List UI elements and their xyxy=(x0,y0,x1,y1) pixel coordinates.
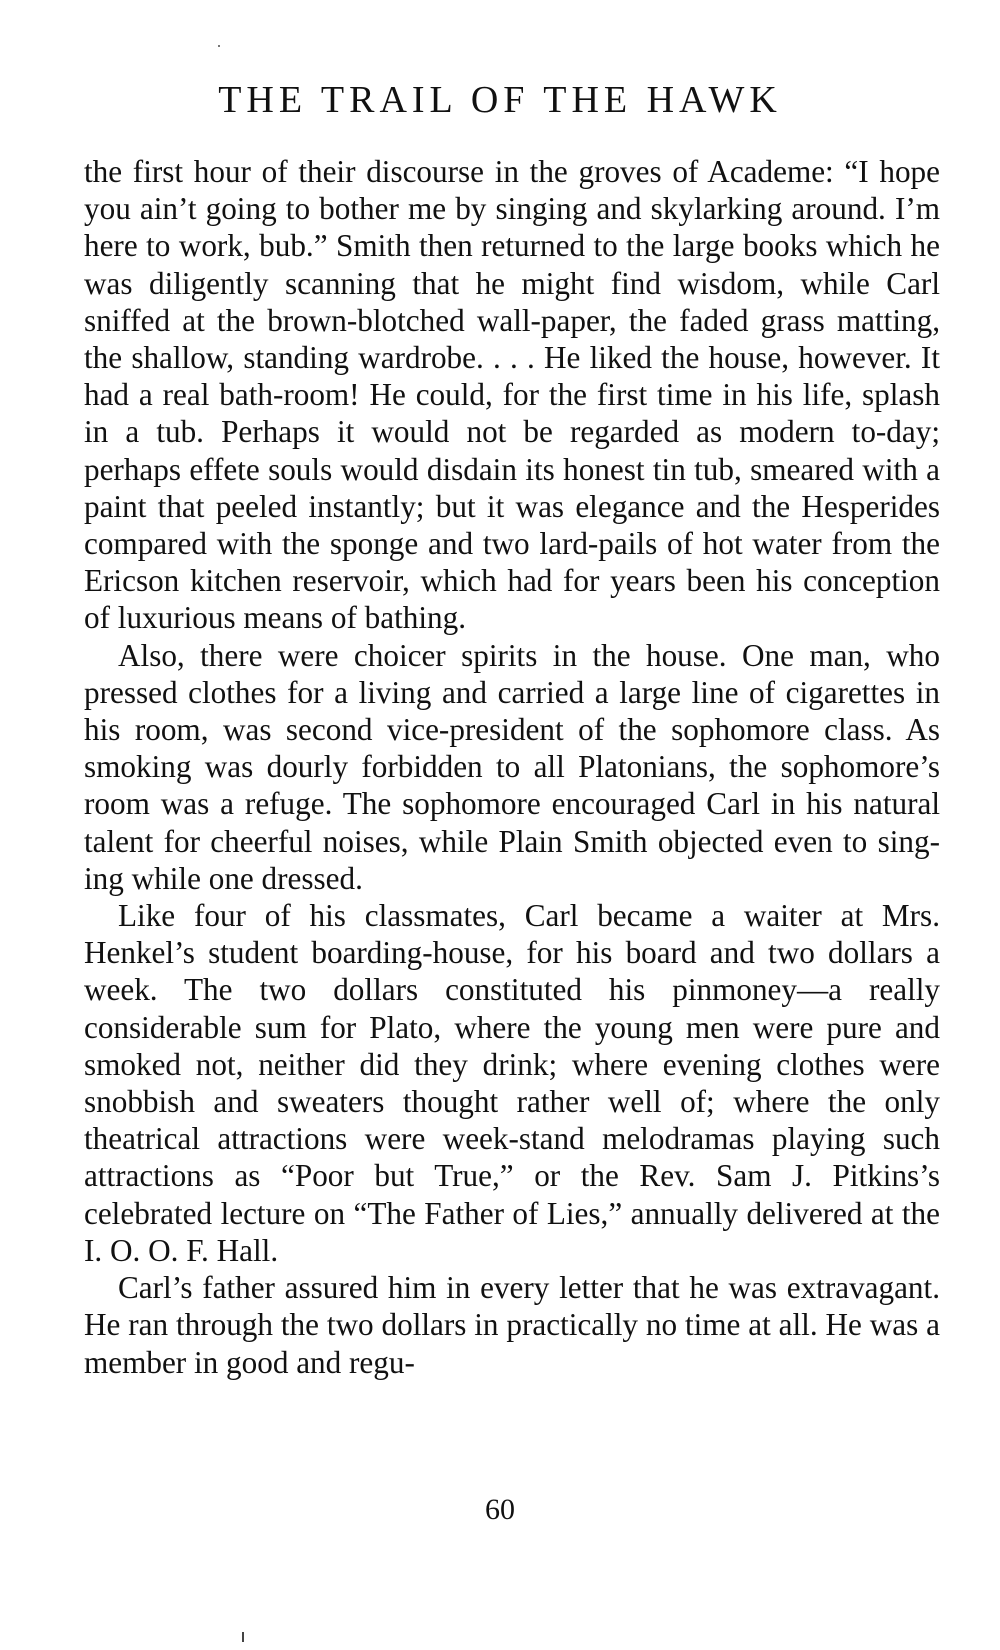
page-number: 60 xyxy=(485,1493,515,1526)
print-speck xyxy=(218,45,220,47)
print-speck xyxy=(242,1632,244,1642)
running-head: THE TRAIL OF THE HAWK xyxy=(218,79,782,121)
paragraph: Like four of his classmates, Carl became a waiter at Mrs. Henkel’s student boarding-house, for his board and two dollars a week. The two dollars constituted his pinmoney—a really considerable sum for Plato, where the young men were pure and smoked not, neither did they drink; where evening clothes were snobbish and sweaters thought rather well of; where the only theatrical attractions were week-stand melodramas playing such attractions as “Poor but True,” or the Rev. Sam J. Pitkins’s celebrated lecture on “The Father of Lies,” annually delivered at the I. O. O. F. Hall. xyxy=(84,898,940,1268)
paragraph-continued: the first hour of their discourse in the groves of Academe: “I hope you ain’t going to bother me by singing and skylarking around. I’m here to work, bub.” Smith then returned to the large books which he was diligently scanning that he might find wisdom, while Carl sniffed at the brown-blotched wall-paper, the faded grass matting, the shallow, standing wardrobe. . . . He liked the house, however. It had a real bath-room! He could, for the first time in his life, splash in a tub. Perhaps it would not be regarded as modern to-day; perhaps effete souls would disdain its honest tin tub, smeared with a paint that peeled instantly; but it was elegance and the Hesperides compared with the sponge and two lard-pails of hot water from the Ericson kitchen reservoir, which had for years been his conception of luxurious means of bathing. xyxy=(84,154,940,636)
paragraph: Carl’s father assured him in every letter that he was extravagant. He ran through the two dollars in practically no time at all. He was a member in good and regu- xyxy=(84,1270,940,1380)
paragraph: Also, there were choicer spirits in the house. One man, who pressed clothes for a living and carried a large line of cigarettes in his room, was second vice-president of the sophomore class. As smoking was dourly forbidden to all Platonians, the sophomore’s room was a refuge. The sophomore encouraged Carl in his natural talent for cheerful noises, while Plain Smith objected even to singing while one dressed. xyxy=(84,637,940,896)
body-text xyxy=(84,153,940,1381)
